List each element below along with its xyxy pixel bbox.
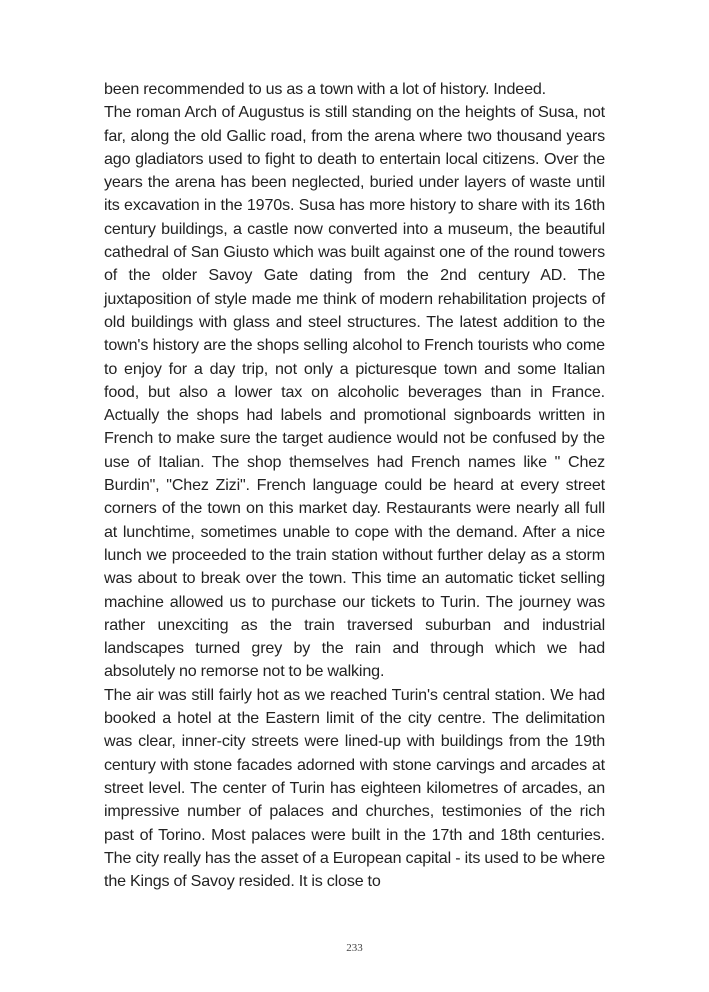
paragraph-turin: The air was still fairly hot as we reached Turin's central station. We had booked a hotel at the Eastern limit of the city centre. The delimitation was clear, inner-city streets were lined-up with buildings from the 19th century with stone facades adorned with stone carvings and arcades at street level. The center of Turin has eighteen kilometres of arcades, an impressive number of palaces and churches, testimonies of the rich past of Torino. Most palaces were built in the 17th and 18th centuries. The city really has the asset of a European capital - its used to be where the Kings of Savoy resided. It is close to [104,685,605,891]
page-body [104,78,605,893]
paragraph-susa: The roman Arch of Augustus is still standing on the heights of Susa, not far, along the old Gallic road, from the arena where two thousand years ago gladiators used to fight to death to entertain local citizens. Over the years the arena has been neglected, buried under layers of waste until its excavation in the 1970s. Susa has more history to share with its 16th century buildings, a castle now converted into a museum, the beautiful cathedral of San Giusto which was built against one of the round towers of the older Savoy Gate dating from the 2nd century AD. The juxtaposition of style made me think of modern rehabilitation projects of old buildings with glass and steel structures. The latest addition to the town's history are the shops selling alcohol to French tourists who come to enjoy for a day trip, not only a picturesque town and some Italian food, but also a lower tax on alcoholic beverages than in France. Actually the shops had labels and promotional signboards written in French to make sure the target audience would not be confused by the use of Italian. The shop themselves had French names like " Chez Burdin", "Chez Zizi". French language could be heard at every street corners of the town on this market day. Restaurants were nearly all full at lunchtime, sometimes unable to cope with the demand. After a nice lunch we proceeded to the train station without further delay as a storm was about to break over the town. This time an automatic ticket selling machine allowed us to purchase our tickets to Turin. The journey was rather unexciting as the train traversed suburban and industrial landscapes turned grey by the rain and through which we had absolutely no remorse not to be walking. [104,103,605,681]
paragraph-intro: been recommended to us as a town with a lot of history. Indeed. [104,80,547,98]
page-number: 233 [346,942,363,954]
